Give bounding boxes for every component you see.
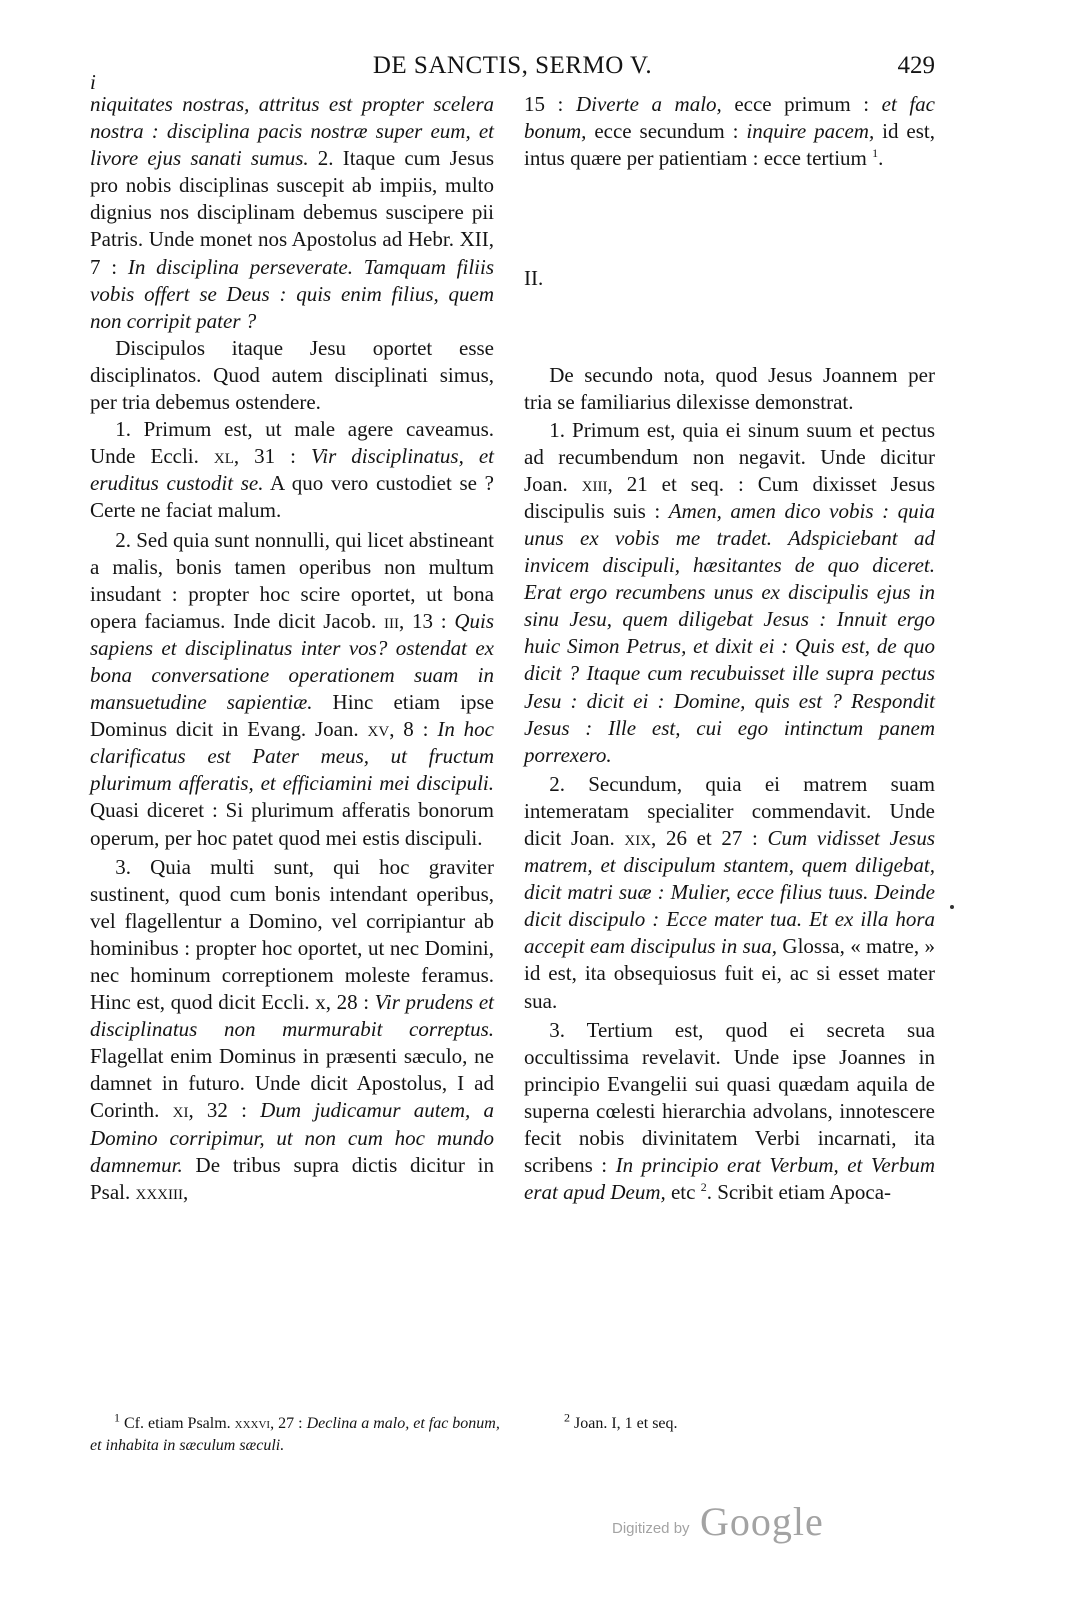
paragraph: 15 : Diverte a malo, ecce primum : et fac bonum, ecce secundum : inquire pacem, id est, intus quære per patientiam : ecce tertium $^1$. (524, 92, 935, 171)
paragraph: De secundo nota, quod Jesus Joannem per tria se familiarius dilexisse demonstrat. (524, 363, 935, 415)
page-number: 429 (897, 52, 935, 79)
footnote-1: $^1$ Cf. etiam Psalm. xxxvi, 27 : Declina a malo, et fac bonum, et inhabita in sæculum sæculi. (90, 1410, 500, 1454)
digitized-by-google-watermark: Digitized by Google (612, 1499, 824, 1544)
section-heading: II. (524, 266, 544, 291)
paragraph: Discipulos itaque Jesu oportet esse disciplinatos. Quod autem disciplinati simus, per tria debemus ostendere. (90, 335, 494, 415)
right-column (524, 91, 935, 1206)
paragraph: 2. Sed quia sunt nonnulli, qui licet abstineant a malis, bonis tamen operibus non multum insudant : propter hoc scire oportet, ut bona opera faciamus. Inde dicit Jacob. iii, 13 : Quis sapiens et disciplinatus inter vos? ostendat ex bona conversatione operationem suam in mansuetudine sapientiæ. Hinc etiam ipse Dominus dicit in Evang. Joan. xv, 8 : In hoc clarificatus est Pater meus, ut fructum plurimum afferatis, et efficiamini mei discipuli. Quasi diceret : Si plurimum afferatis bonorum operum, per hoc patet quod mei estis discipuli. (90, 527, 495, 850)
paragraph: 3. Quia multi sunt, qui hoc graviter sustinent, quod cum bonis intendant operibus, vel flagellentur a Domino, vel corripiantur ab hominibus : propter hoc oportet, ut nec Domini, nec hominum correptionem moleste feramus. Hinc est, quod dicit Eccli. x, 28 : Vir prudens et disciplinatus non murmurabit correptus. Flagellat enim Dominus in præsenti sæculo, ne damnet in futuro. Unde dicit Apostolus, I ad Corinth. xi, 32 : Dum judicamur autem, a Domino corripimur, ut non cum hoc mundo damnemur. De tribus supra dictis dicitur in Psal. xxxiii, (90, 854, 494, 1204)
paragraph: 3. Tertium est, quod ei secreta sua occultissima revelavit. Unde ipse Joannes in principio Evangelii sui quasi quædam aquila de superna cœlesti hierarchia advolans, innotescere fecit nobis divinitatem Verbi incarnati, ita scribens : In principio erat Verbum, et Verbum erat apud Deum, etc $^2$. Scribit etiam Apoca- (524, 1017, 935, 1205)
paragraph: niquitates nostras, attritus est propter scelera nostra : disciplina pacis nostræ super eum, et livore ejus sanati sumus. 2. Itaque cum Jesus pro nobis disciplinas suscepit ab impiis, multo dignius nos disciplinam debemus suscipere pii Patris. Unde monet nos Apostolus ad Hebr. XII, 7 : In disciplina perseverate. Tamquam filiis vobis offert se Deus : quis enim filius, quem non corripit pater ? (90, 92, 494, 333)
running-header (90, 52, 935, 86)
running-title: DE SANCTIS, SERMO V. (372, 52, 653, 79)
paragraph: 1. Primum est, ut male agere caveamus. Unde Eccli. xl, 31 : Vir disciplinatus, et eruditus custodit se. A quo vero custodiet se ? Certe ne faciat malum. (90, 417, 494, 523)
paragraph: 2. Secundum, quia ei matrem suam intemeratam specialiter commendavit. Unde dicit Joan. xix, 26 et 27 : Cum vidisset Jesus matrem, et discipulum stantem, quem diligebat, dicit matri suæ : Mulier, ecce filius tuus. Deinde dicit discipulo : Ecce mater tua. Et ex illa hora accepit eam discipulus in sua, Glossa, « matre, » id est, ita obsequiosus fuit ei, ac si esset mater sua. (524, 771, 935, 1013)
drop-letter: i (90, 70, 96, 94)
paragraph: 1. Primum est, quia ei sinum suum et pectus ad recumbendum non negavit. Unde dicitur Joan. xiii, 21 et seq. : Cum dixisset Jesus discipulis suis : Amen, amen dico vobis : quia unus ex vobis me tradet. Adspiciebant ad invicem discipuli, hæsitantes de quo diceret. Erat ergo recumbens unus ex discipulis ejus in sinu Jesu, quem diligebat Jesus : Innuit ergo huic Simon Petrus, et dixit ei : Quis est, de quo dicit ? Itaque cum recubuisset ille supra pectus Jesu : dicit ei : Domine, quis est ? Respondit Jesus : Ille est, cui ego intinctum panem porrexero. (524, 417, 935, 767)
print-speck (950, 905, 954, 909)
footnote-2: $^2$ Joan. I, 1 et seq. (564, 1410, 678, 1432)
left-column (90, 70, 495, 1206)
